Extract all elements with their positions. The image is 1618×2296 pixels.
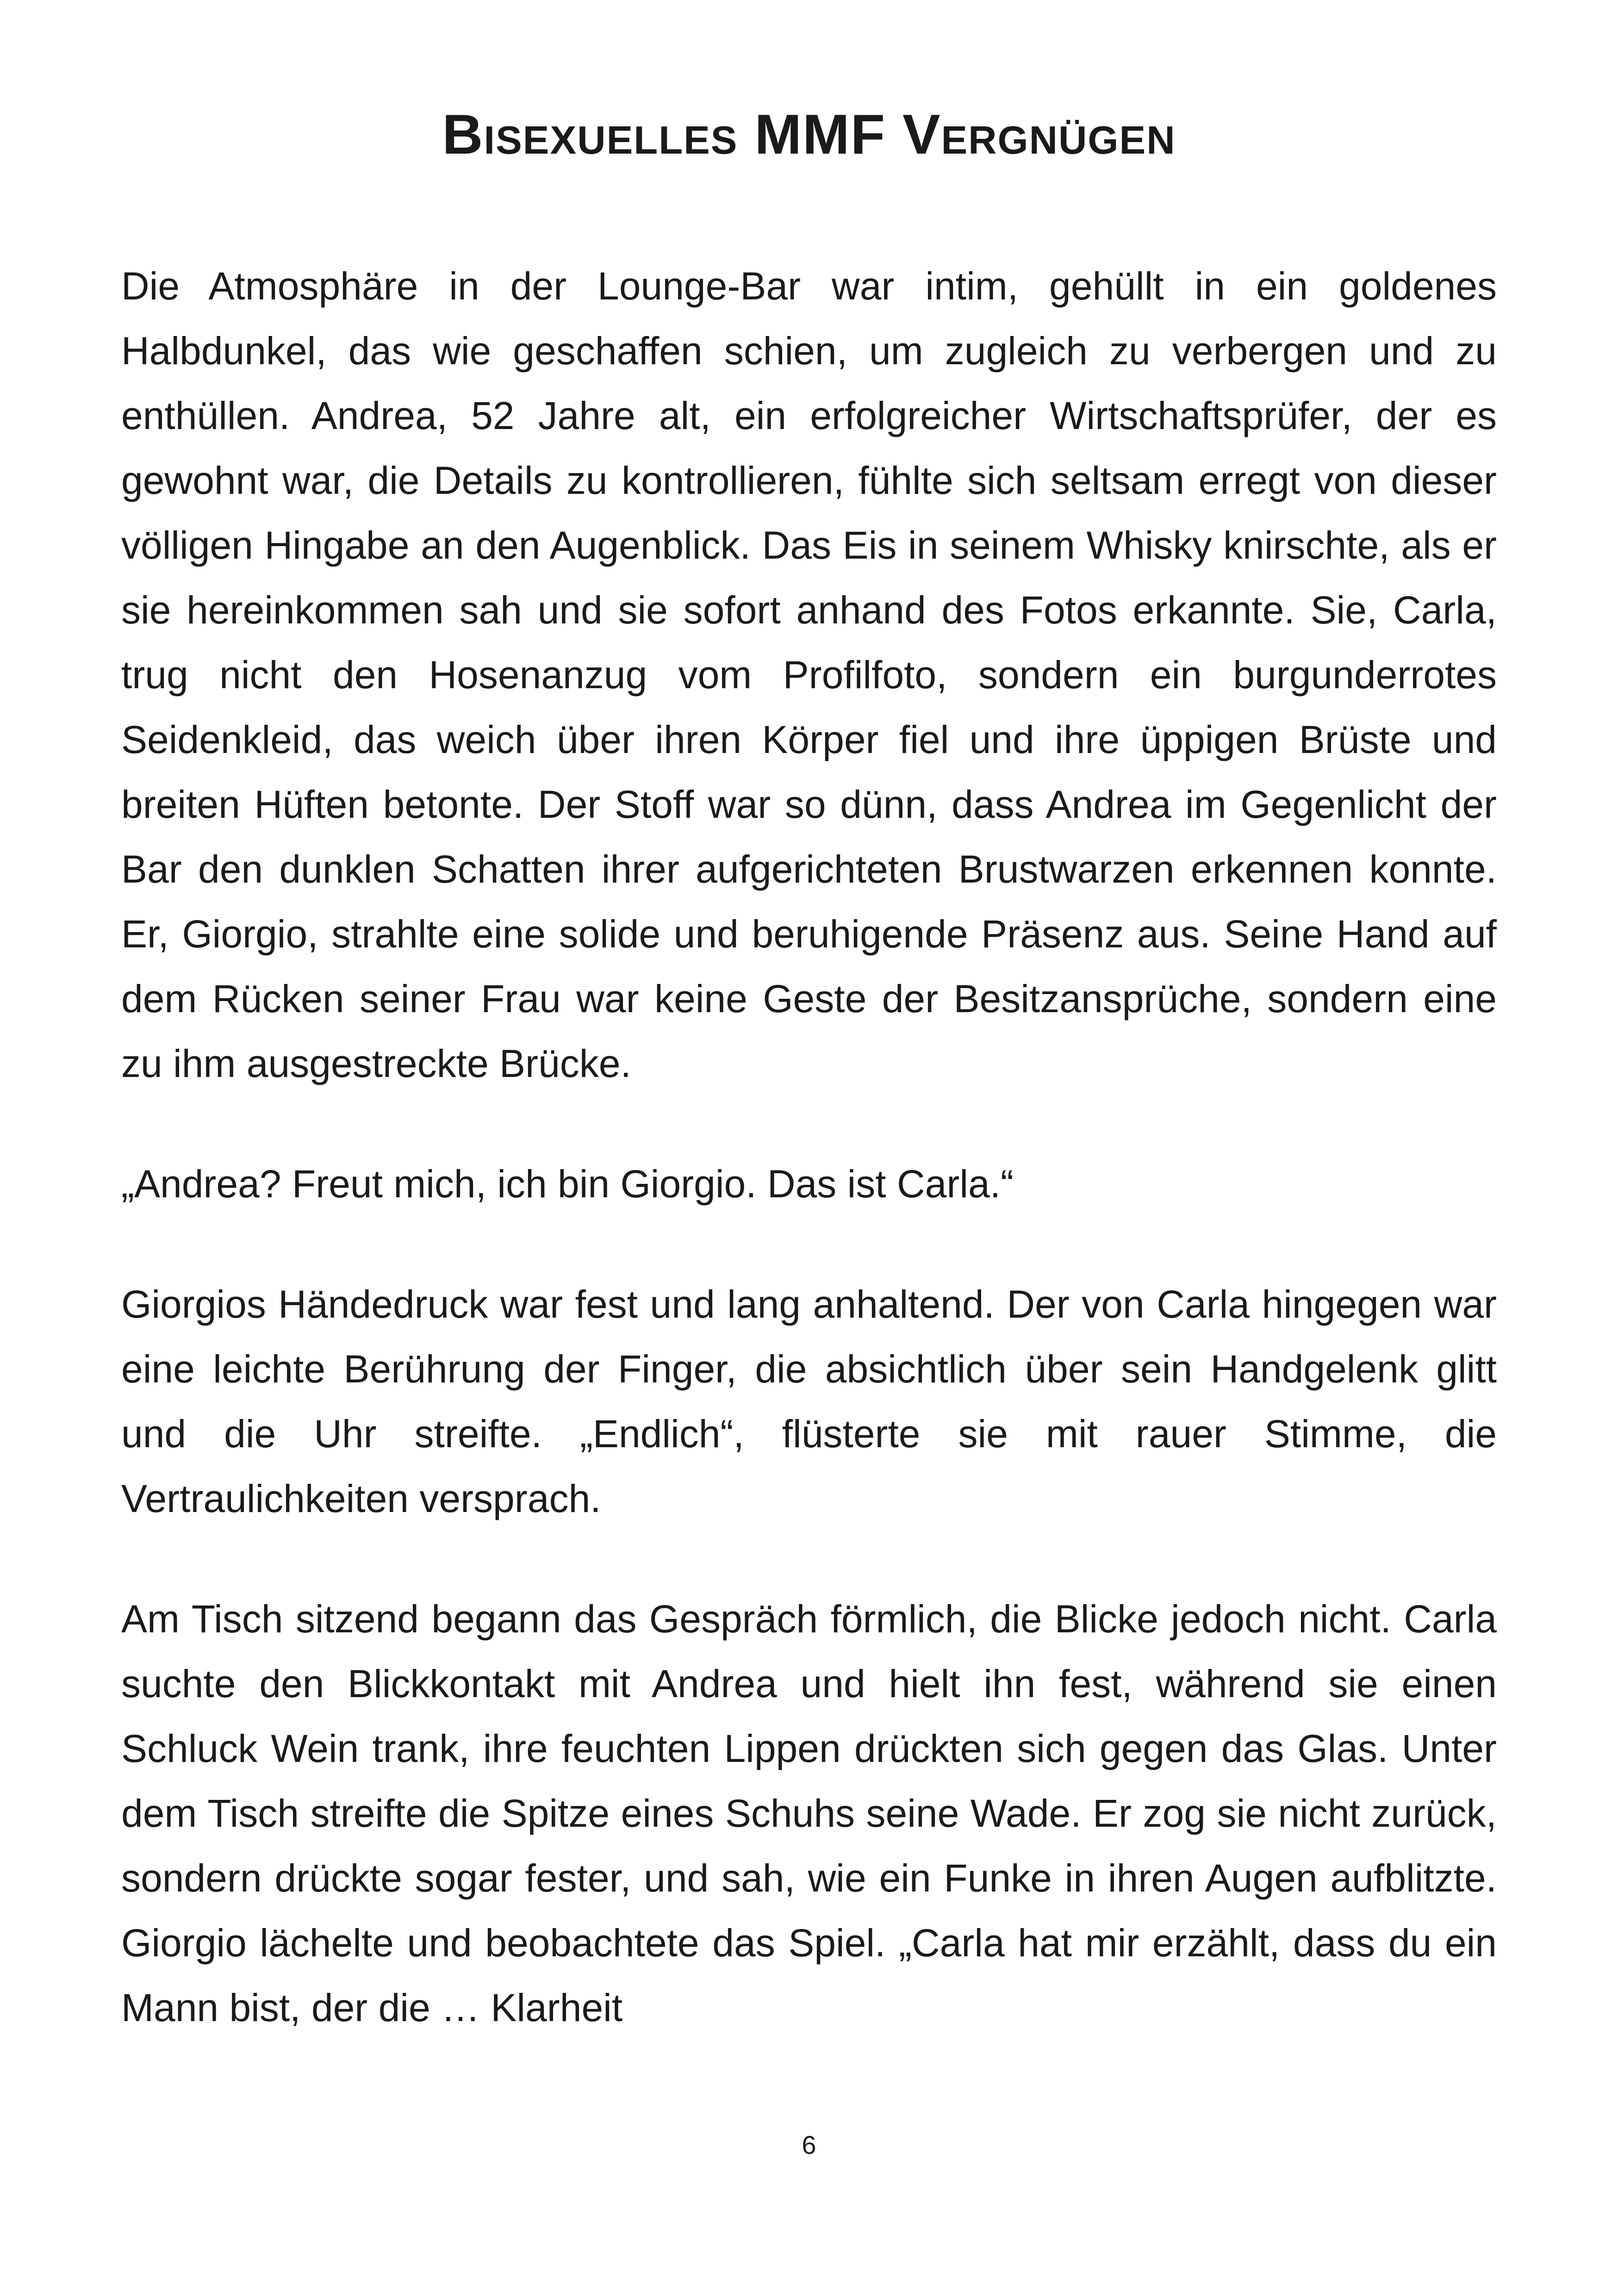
page-number: 6 bbox=[802, 2130, 816, 2159]
paragraph-4: Am Tisch sitzend begann das Gespräch förmlich, die Blicke jedoch nicht. Carla suchte den Blickkontakt mit Andrea und hielt ihn fest, während sie einen Schluck Wein trank, ihre feuchten Lippen drückten sich gegen das Glas. Unter dem Tisch streifte die Spitze eines Schuhs seine Wade. Er zog sie nicht zurück, sondern drückte sogar fester, und sah, wie ein Funke in ihren Augen aufblitzte. Giorgio lächelte und beobachtete das Spiel. „Carla hat mir erzählt, dass du ein Mann bist, der die … Klarheit bbox=[121, 1597, 1497, 2029]
body-text bbox=[121, 254, 1497, 2096]
page-title: Bisexuelles MMF Vergnügen bbox=[442, 103, 1176, 166]
paragraph-2: „Andrea? Freut mich, ich bin Giorgio. Das ist Carla.“ bbox=[121, 1162, 1014, 1206]
paragraph-1: Die Atmosphäre in der Lounge-Bar war intim, gehüllt in ein goldenes Halbdunkel, das wie geschaffen schien, um zugleich zu verbergen und zu enthüllen. Andrea, 52 Jahre alt, ein erfolgreicher Wirtschaftsprüfer, der es gewohnt war, die Details zu kontrollieren, fühlte sich seltsam erregt von dieser völligen Hingabe an den Augenblick. Das Eis in seinem Whisky knirschte, als er sie hereinkommen sah und sie sofort anhand des Fotos erkannte. Sie, Carla, trug nicht den Hosenanzug vom Profilfoto, sondern ein burgunderrotes Seidenkleid, das weich über ihren Körper fiel und ihre üppigen Brüste und breiten Hüften betonte. Der Stoff war so dünn, dass Andrea im Gegenlicht der Bar den dunklen Schatten ihrer aufgerichteten Brustwarzen erkennen konnte. Er, Giorgio, strahlte eine solide und beruhigende Präsenz aus. Seine Hand auf dem Rücken seiner Frau war keine Geste der Besitzansprüche, sondern eine zu ihm ausgestreckte Brücke. bbox=[121, 264, 1497, 1085]
paragraph-3: Giorgios Händedruck war fest und lang anhaltend. Der von Carla hingegen war eine leichte Berührung der Finger, die absichtlich über sein Handgelenk glitt und die Uhr streifte. „Endlich“, flüsterte sie mit rauer Stimme, die Vertraulichkeiten versprach. bbox=[121, 1282, 1497, 1520]
